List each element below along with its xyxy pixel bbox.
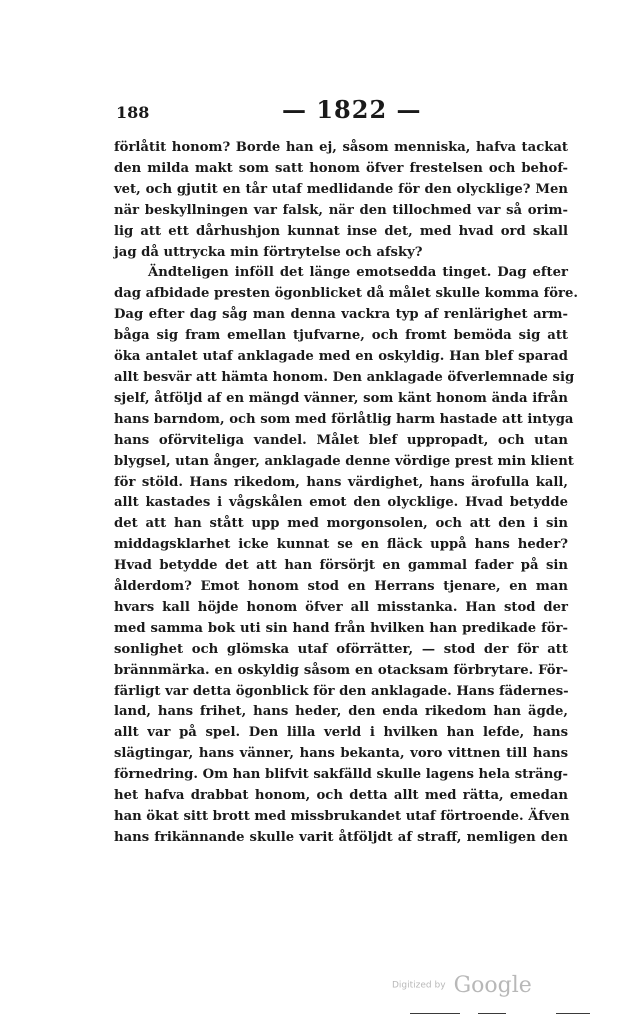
body-text	[114, 138, 578, 849]
text-line: Dag efter dag såg man denna vackra typ af renlärighet arm-	[114, 307, 568, 323]
text-line: hvars kall höjde honom öfver all misstanka. Han stod der	[114, 599, 568, 615]
digitized-watermark	[392, 973, 532, 998]
text-line: den milda makt som satt honom öfver frestelsen och behof-	[114, 160, 568, 176]
page-header	[112, 92, 570, 122]
text-line: båga sig fram emellan tjufvarne, och fromt bemöda sig att	[114, 328, 568, 344]
scan-speck	[556, 1013, 590, 1014]
text-line: allt var på spel. Den lilla verld i hvilken han lefde, hans	[114, 725, 568, 741]
text-line: lig att ett dårhushjon kunnat inse det, med hvad ord skall	[114, 223, 568, 239]
text-line: han ökat sitt brott med missbrukandet utaf förtroende. Äfven	[114, 809, 570, 824]
text-line: hans frikännande skulle varit åtföljdt af straff, nemligen den	[114, 829, 568, 845]
text-line: hans barndom, och som med förlåtlig harm hastade att intyga	[114, 411, 574, 427]
text-line: sonlighet och glömska utaf oförrätter, — stod der för att	[114, 641, 568, 657]
text-line: het hafva drabbat honom, och detta allt med rätta, emedan	[114, 788, 568, 804]
text-line: allt besvär att hämta honom. Den anklagade öfverlemnade sig	[114, 369, 575, 385]
text-line: förlåtit honom? Borde han ej, såsom menniska, hafva tackat	[114, 140, 568, 155]
text-line: vet, och gjutit en tår utaf medlidande för den olycklige? Men	[114, 181, 568, 197]
text-line: jag då uttrycka min förtrytelse och afsky?	[114, 244, 423, 260]
text-line: färligt var detta ögonblick för den anklagade. Hans fädernes-	[114, 683, 569, 699]
text-line: med samma bok uti sin hand från hvilken han predikade för-	[114, 620, 568, 636]
google-logo: Google	[453, 973, 532, 998]
text-line: slägtingar, hans vänner, hans bekanta, voro vittnen till hans	[114, 746, 568, 762]
watermark-prefix: Digitized by	[392, 980, 446, 991]
text-line: brännmärka. en oskyldig såsom en otacksam förbrytare. För-	[114, 662, 568, 678]
text-line: förnedring. Om han blifvit sakfälld skulle lagens hela sträng-	[114, 767, 568, 783]
text-line: dag afbidade presten ögonblicket då målet skulle komma före.	[114, 286, 578, 302]
scan-speck	[410, 1013, 460, 1014]
text-line: när beskyllningen var falsk, när den tillochmed var så orim-	[114, 202, 568, 218]
scan-speck	[478, 1013, 506, 1014]
text-line: öka antalet utaf anklagade med en oskyldig. Han blef sparad	[114, 349, 568, 365]
text-line: hans oförviteliga vandel. Målet blef uppropadt, och utan	[114, 432, 568, 448]
text-line: land, hans frihet, hans heder, den enda rikedom han ägde,	[114, 704, 568, 720]
page-number: 188	[116, 103, 150, 122]
text-line: middagsklarhet icke kunnat se en fläck uppå hans heder?	[114, 537, 568, 553]
text-line: för stöld. Hans rikedom, hans värdighet, hans ärofulla kall,	[114, 474, 568, 490]
text-line: Hvad betydde det att han försörjt en gammal fader på sin	[114, 558, 568, 574]
running-title-year: — 1822 —	[282, 95, 422, 124]
text-line: det att han stått upp med morgonsolen, och att den i sin	[114, 516, 568, 532]
text-line: blygsel, utan ånger, anklagade denne vördige prest min klient	[114, 453, 574, 469]
text-line: allt kastades i vågskålen emot den olycklige. Hvad betydde	[114, 495, 568, 511]
text-line: ålderdom? Emot honom stod en Herrans tjenare, en man	[114, 579, 568, 595]
text-line: sjelf, åtföljd af en mängd vänner, som känt honom ända ifrån	[114, 390, 568, 406]
text-line: Ändteligen inföll det länge emotsedda tinget. Dag efter	[148, 265, 568, 281]
